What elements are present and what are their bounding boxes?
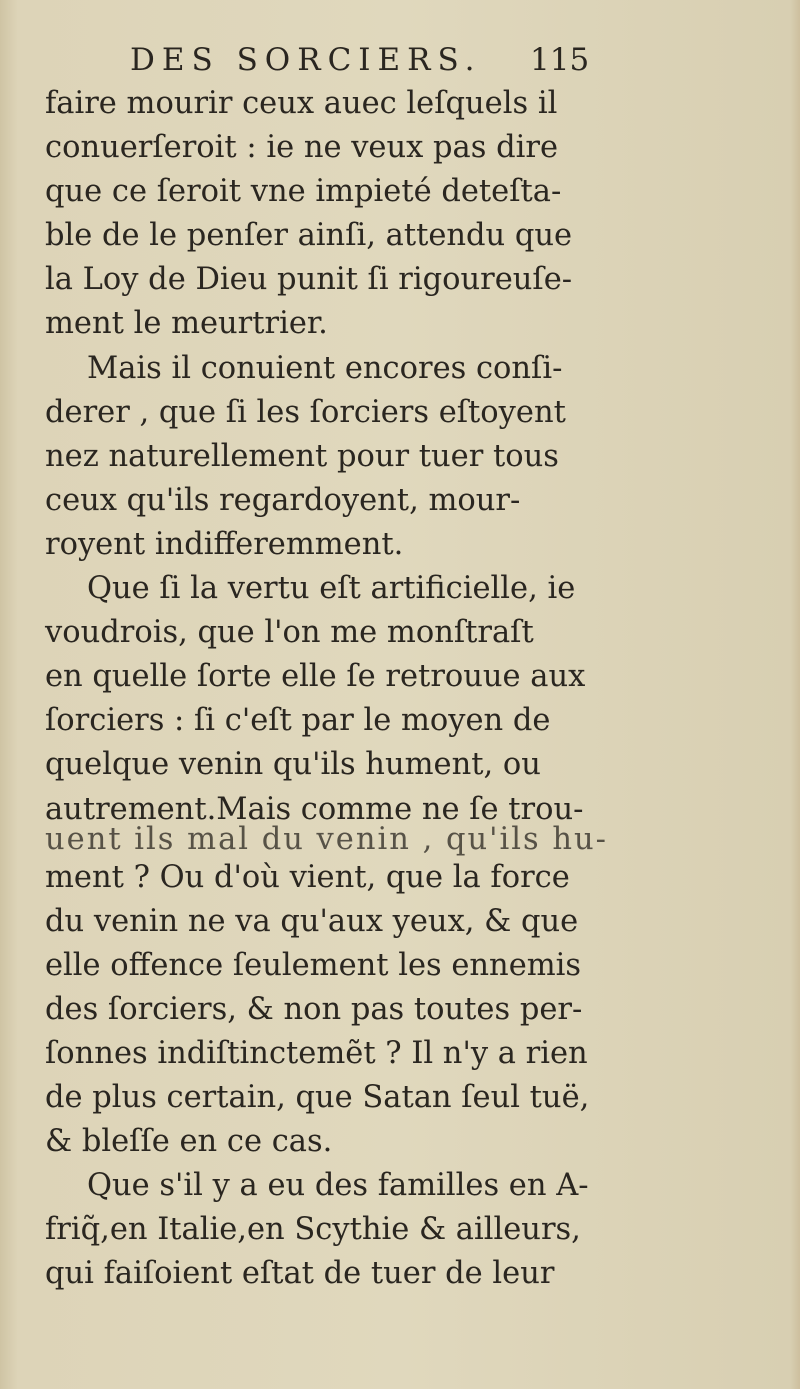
text-line: autrement.Mais comme ne ſe trou-: [45, 791, 584, 827]
text-line: ment ? Ou d'où vient, que la force: [45, 859, 570, 895]
text-line: conuerſeroit : ie ne veux pas dire: [45, 130, 558, 166]
text-line: nez naturellement pour tuer tous: [45, 438, 559, 474]
text-line: de plus certain, que Satan ſeul tuë,: [45, 1080, 590, 1116]
text-line: royent indifferemment.: [45, 526, 404, 562]
text-line: du venin ne va qu'aux yeux, & que: [45, 903, 579, 939]
text-line: ment le meurtrier.: [45, 306, 328, 342]
text-line: des ſorciers, & non pas toutes per-: [45, 991, 583, 1027]
text-line: ble de le penſer ainſi, attendu que: [45, 218, 573, 254]
text-line: faire mourir ceux auec leſquels il: [45, 86, 558, 121]
text-line: elle offence ſeulement les ennemis: [45, 947, 582, 983]
text-line: la Loy de Dieu punit ſi rigoureuſe-: [45, 262, 573, 298]
text-line: Mais il conuient encores conſi-: [87, 350, 563, 386]
text-line: qui faiſoient eſtat de tuer de leur: [45, 1256, 555, 1292]
text-line: Que ſi la vertu eſt artificielle, ie: [87, 571, 576, 607]
page-number: 115: [530, 42, 590, 78]
body-text: [45, 82, 608, 1297]
text-line: & bleſſe en ce cas.: [45, 1124, 333, 1160]
text-line: ceux qu'ils regardoyent, mour-: [45, 482, 521, 518]
text-line: friq̃,en Italie,en Scythie & ailleurs,: [45, 1212, 581, 1248]
text-line: ſorciers : ſi c'eſt par le moyen de: [45, 703, 551, 739]
text-line: voudrois, que l'on me monſtraſt: [45, 615, 534, 651]
text-line: quelque venin qu'ils hument, ou: [45, 747, 541, 783]
text-line: uent ils mal du venin , qu'ils hu-: [45, 821, 608, 857]
text-line: ſonnes indiſtinctemẽt ? Il n'y a rien: [45, 1035, 588, 1071]
text-line: que ce ſeroit vne impieté deteſta-: [45, 174, 562, 210]
text-line: Que s'il y a eu des familles en A-: [87, 1168, 589, 1204]
text-line: derer , que ſi les ſorciers eſtoyent: [45, 394, 566, 430]
running-title: DES SORCIERS.: [130, 42, 482, 78]
text-line: en quelle ſorte elle ſe retrouue aux: [45, 659, 586, 695]
